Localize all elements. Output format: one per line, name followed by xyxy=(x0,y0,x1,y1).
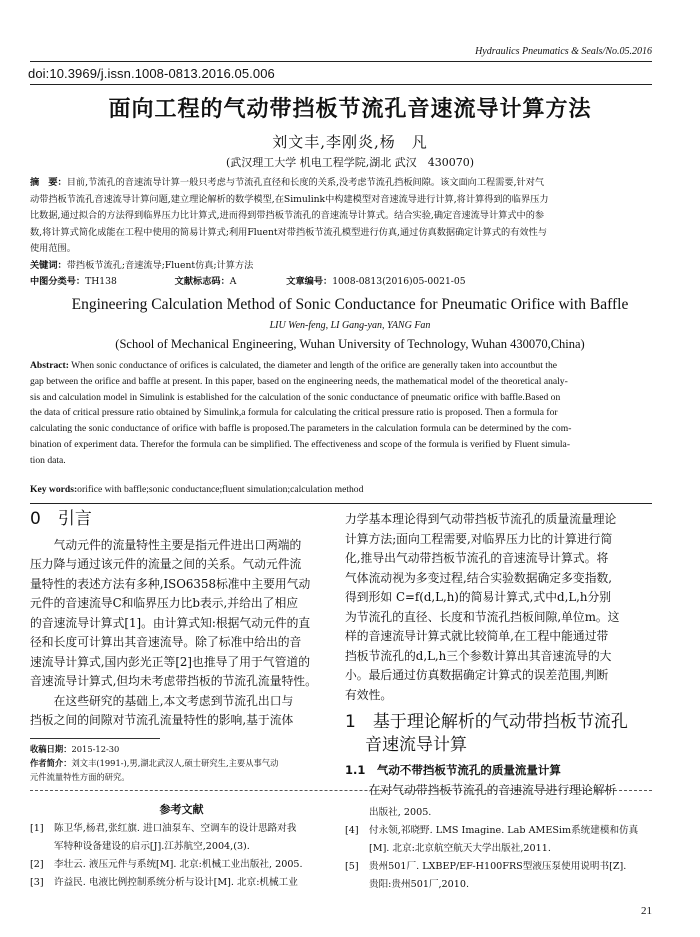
reference-number: [4] xyxy=(345,825,359,836)
reference-number: [2] xyxy=(30,859,44,870)
abstract-cn-line: 使用范围。 xyxy=(30,243,76,254)
section-heading-1-line: 音速流导计算 xyxy=(365,735,467,755)
abstract-en-label: Abstract: xyxy=(30,360,69,371)
received-label: 收稿日期： xyxy=(30,744,72,754)
received-date: 2015-12-30 xyxy=(71,744,120,754)
affiliation-cn: (武汉理工大学 机电工程学院,湖北 武汉 430070) xyxy=(225,156,475,169)
title-cn: 面向工程的气动带挡板节流孔音速流导计算方法 xyxy=(108,97,592,122)
paragraph-line: 速流导计算式,国内彭光正等[2]也推导了用于气管道的 xyxy=(30,654,310,669)
paragraph-line: 在对气动带挡板节流孔的音速流导进行理论解析 xyxy=(368,782,617,797)
author-intro-label: 作者简介： xyxy=(30,758,72,768)
keywords-cn-label: 关键词： xyxy=(30,259,67,271)
reference-text: 陈卫华,杨君,张红旗. 进口油泵车、空调车的设计思路对我 xyxy=(54,823,297,834)
keywords-cn: 带挡板节流孔;音速流导;Fluent仿真;计算方法 xyxy=(66,259,254,271)
reference-text: 贵阳:贵州501厂,2010. xyxy=(369,879,470,890)
reference-text: 出版社, 2005. xyxy=(369,807,432,818)
paragraph-line: 气体流动视为多变过程,结合实验数据确定多变指数, xyxy=(345,570,613,585)
footnote-rule xyxy=(30,738,160,739)
paragraph-line: 为节流孔的直径、长度和节流孔挡板间隙,单位m。这 xyxy=(345,609,620,624)
section-heading-1-line: 1 基于理论解析的气动带挡板节流孔 xyxy=(345,712,628,732)
clc-value: TH138 xyxy=(85,276,117,287)
abstract-cn-line: 动带挡板节流孔音速流导计算问题,建立理论解析的数学模型,在Simulink中构建模型对音速流导进行计算,将计算得到的临界压力 xyxy=(30,193,549,205)
abstract-cn-line: 目前,节流孔的音速流导计算一般只考虑与节流孔直径和长度的关系,没考虑节流孔挡板间隙。该文面向工程需要,针对气 xyxy=(66,177,545,188)
abstract-cn-line: 数,将计算式简化成能在工程中使用的简易计算式;利用Fluent对带挡板节流孔模型进行仿真,通过仿真数据确定计算式的有效性与 xyxy=(30,226,547,238)
doc-code-value: A xyxy=(229,276,237,287)
journal-header: Hydraulics Pneumatics & Seals/No.05.2016 xyxy=(475,46,652,57)
keywords-en-label: Key words: xyxy=(30,484,78,495)
subsection-heading-1-1: 1.1 气动不带挡板节流孔的质量流量计算 xyxy=(345,763,561,777)
reference-number: [5] xyxy=(345,861,359,872)
title-en: Engineering Calculation Method of Sonic Conductance for Pneumatic Orifice with Baffle xyxy=(71,296,629,313)
header-rule xyxy=(30,61,652,62)
paragraph-line: 力学基本理论得到气动带挡板节流孔的质量流量理论 xyxy=(345,512,617,526)
abstract-en xyxy=(30,358,658,469)
abstract-en-line: When sonic conductance of orifices is calculated, the diameter and length of the orifice are generally taken into accountbut the xyxy=(68,360,558,371)
keywords-en-row xyxy=(30,484,363,495)
paragraph-line: 得到形如 C=f(d,L,h)的简易计算式,式中d,L,h分别 xyxy=(345,590,612,604)
reference-text: 许益民. 电液比例控制系统分析与设计[M]. 北京:机械工业 xyxy=(54,877,298,888)
paragraph-line: 压力降与通过该元件的流量之间的关系。气动元件流 xyxy=(30,557,302,571)
abstract-cn-label: 摘 要： xyxy=(30,177,67,188)
reference-text: 李壮云. 液压元件与系统[M]. 北京:机械工业出版社, 2005. xyxy=(54,859,303,870)
abstract-en-line: gap between the orifice and baffle at present. In this paper, based on the engineering needs, the mathematical model of the theoretical analy- xyxy=(30,375,568,387)
section-heading-1 xyxy=(345,711,658,757)
author-intro-line: 刘文丰(1991-),男,湖北武汉人,硕士研究生,主要从事气动 xyxy=(71,758,279,768)
keywords-en: orifice with baffle;sonic conductance;fluent simulation;calculation method xyxy=(77,484,364,495)
paragraph-line: 元件的音速流导C和临界压力比b表示,并给出了相应 xyxy=(30,596,299,610)
article-no-value: 1008-0813(2016)05-0021-05 xyxy=(332,276,466,287)
clc-label: 中图分类号： xyxy=(30,276,86,287)
reference-number: [1] xyxy=(30,823,44,834)
abstract-en-line: sis and calculation model in Simulink is established for the calculation of the sonic conductance of pneumatic orifice with baffle.Based on xyxy=(30,391,561,403)
author-intro-line: 元件流量特性方面的研究。 xyxy=(30,772,130,782)
abstract-en-line: calculating the sonic conductance of orifice with baffle is proposed.The parameters in the calculation formula can be determined by the com- xyxy=(30,423,572,435)
reference-text: 军特种设备建设的启示[J].江苏航空,2004,(3). xyxy=(54,841,250,852)
abstract-cn-line: 比数据,通过拟合的方法得到临界压力比计算式,进而得到带挡板节流孔的音速流导计算式。结合实验,确定音速流导计算式中的参 xyxy=(30,210,545,221)
reference-text: [M]. 北京:北京航空航天大学出版社,2011. xyxy=(369,843,551,854)
paragraph-line: 挡板之间的间隙对节流孔流量特性的影响,基于流体 xyxy=(30,713,294,727)
paragraph-line: 化,推导出气动带挡板节流孔的音速流导计算式。将 xyxy=(345,551,609,565)
paragraph-line: 样的音速流导计算式就比较简单,在工程中能通过带 xyxy=(345,629,609,643)
authors-en: LIU Wen-feng, LI Gang-yan, YANG Fan xyxy=(269,320,431,331)
paragraph-line: 的音速流导计算式[1]。由计算式知:根据气动元件的直 xyxy=(30,615,311,630)
abstract-rule xyxy=(30,503,652,504)
paragraph-line: 计算方法;面向工程需要,对临界压力比的计算进行简 xyxy=(345,531,613,546)
affiliation-en: (School of Mechanical Engineering, Wuhan University of Technology, Wuhan 430070,China) xyxy=(115,337,585,351)
paragraph-line: 在这些研究的基础上,本文考虑到节流孔出口与 xyxy=(53,693,294,708)
paragraph-line: 挡板节流孔的d,L,h三个参数计算出其音速流导的大 xyxy=(345,648,612,663)
left-column xyxy=(30,510,333,731)
references-title: 参考文献 xyxy=(159,803,204,816)
article-no-label: 文章编号： xyxy=(286,276,333,287)
abstract-en-line: bination of experiment data. Therefor the formula can be simplified. The effectiveness and scope of the formula is verified by Fluent simula- xyxy=(30,438,571,450)
doc-code-label: 文献标志码： xyxy=(174,276,230,287)
reference-text: 贵州501厂. LXBEP/EF-H100FRS型液压泵使用说明书[Z]. xyxy=(369,861,627,872)
paragraph-line: 有效性。 xyxy=(345,687,393,702)
references-divider xyxy=(30,790,652,791)
doi-rule xyxy=(30,84,652,85)
abstract-en-line: the data of critical pressure ratio obtained by Simulink,a formula for calculating the critical pressure ratio is proposed. Then a formula for xyxy=(30,407,558,419)
classification-row xyxy=(30,274,658,291)
paragraph-line: 气动元件的流量特性主要是指元件进出口两端的 xyxy=(53,537,302,552)
abstract-cn xyxy=(30,175,658,291)
authors-cn: 刘文丰,李刚炎,杨 凡 xyxy=(272,133,428,151)
doi: doi:10.3969/j.issn.1008-0813.2016.05.006 xyxy=(28,66,275,81)
footnote xyxy=(30,742,333,784)
right-column xyxy=(345,510,658,800)
reference-number: [3] xyxy=(30,877,44,888)
page-number: 21 xyxy=(641,905,652,917)
reference-text: 付永领,祁晓野. LMS Imagine. Lab AMESim系统建模和仿真 xyxy=(369,825,639,836)
section-heading-0: 0 引言 xyxy=(30,509,92,529)
abstract-en-line: tion data. xyxy=(30,454,66,466)
paragraph-line: 小。最后通过仿真数据确定计算式的误差范围,判断 xyxy=(345,668,609,682)
paragraph-line: 音速流导计算式,但均未考虑带挡板的节流孔流量特性。 xyxy=(30,674,317,688)
paragraph-line: 径和长度可计算出其音速流导。除了标准中给出的音 xyxy=(30,635,302,649)
paragraph-line: 量特性的表述方法有多种,ISO6358标准中主要用气动 xyxy=(30,576,311,591)
